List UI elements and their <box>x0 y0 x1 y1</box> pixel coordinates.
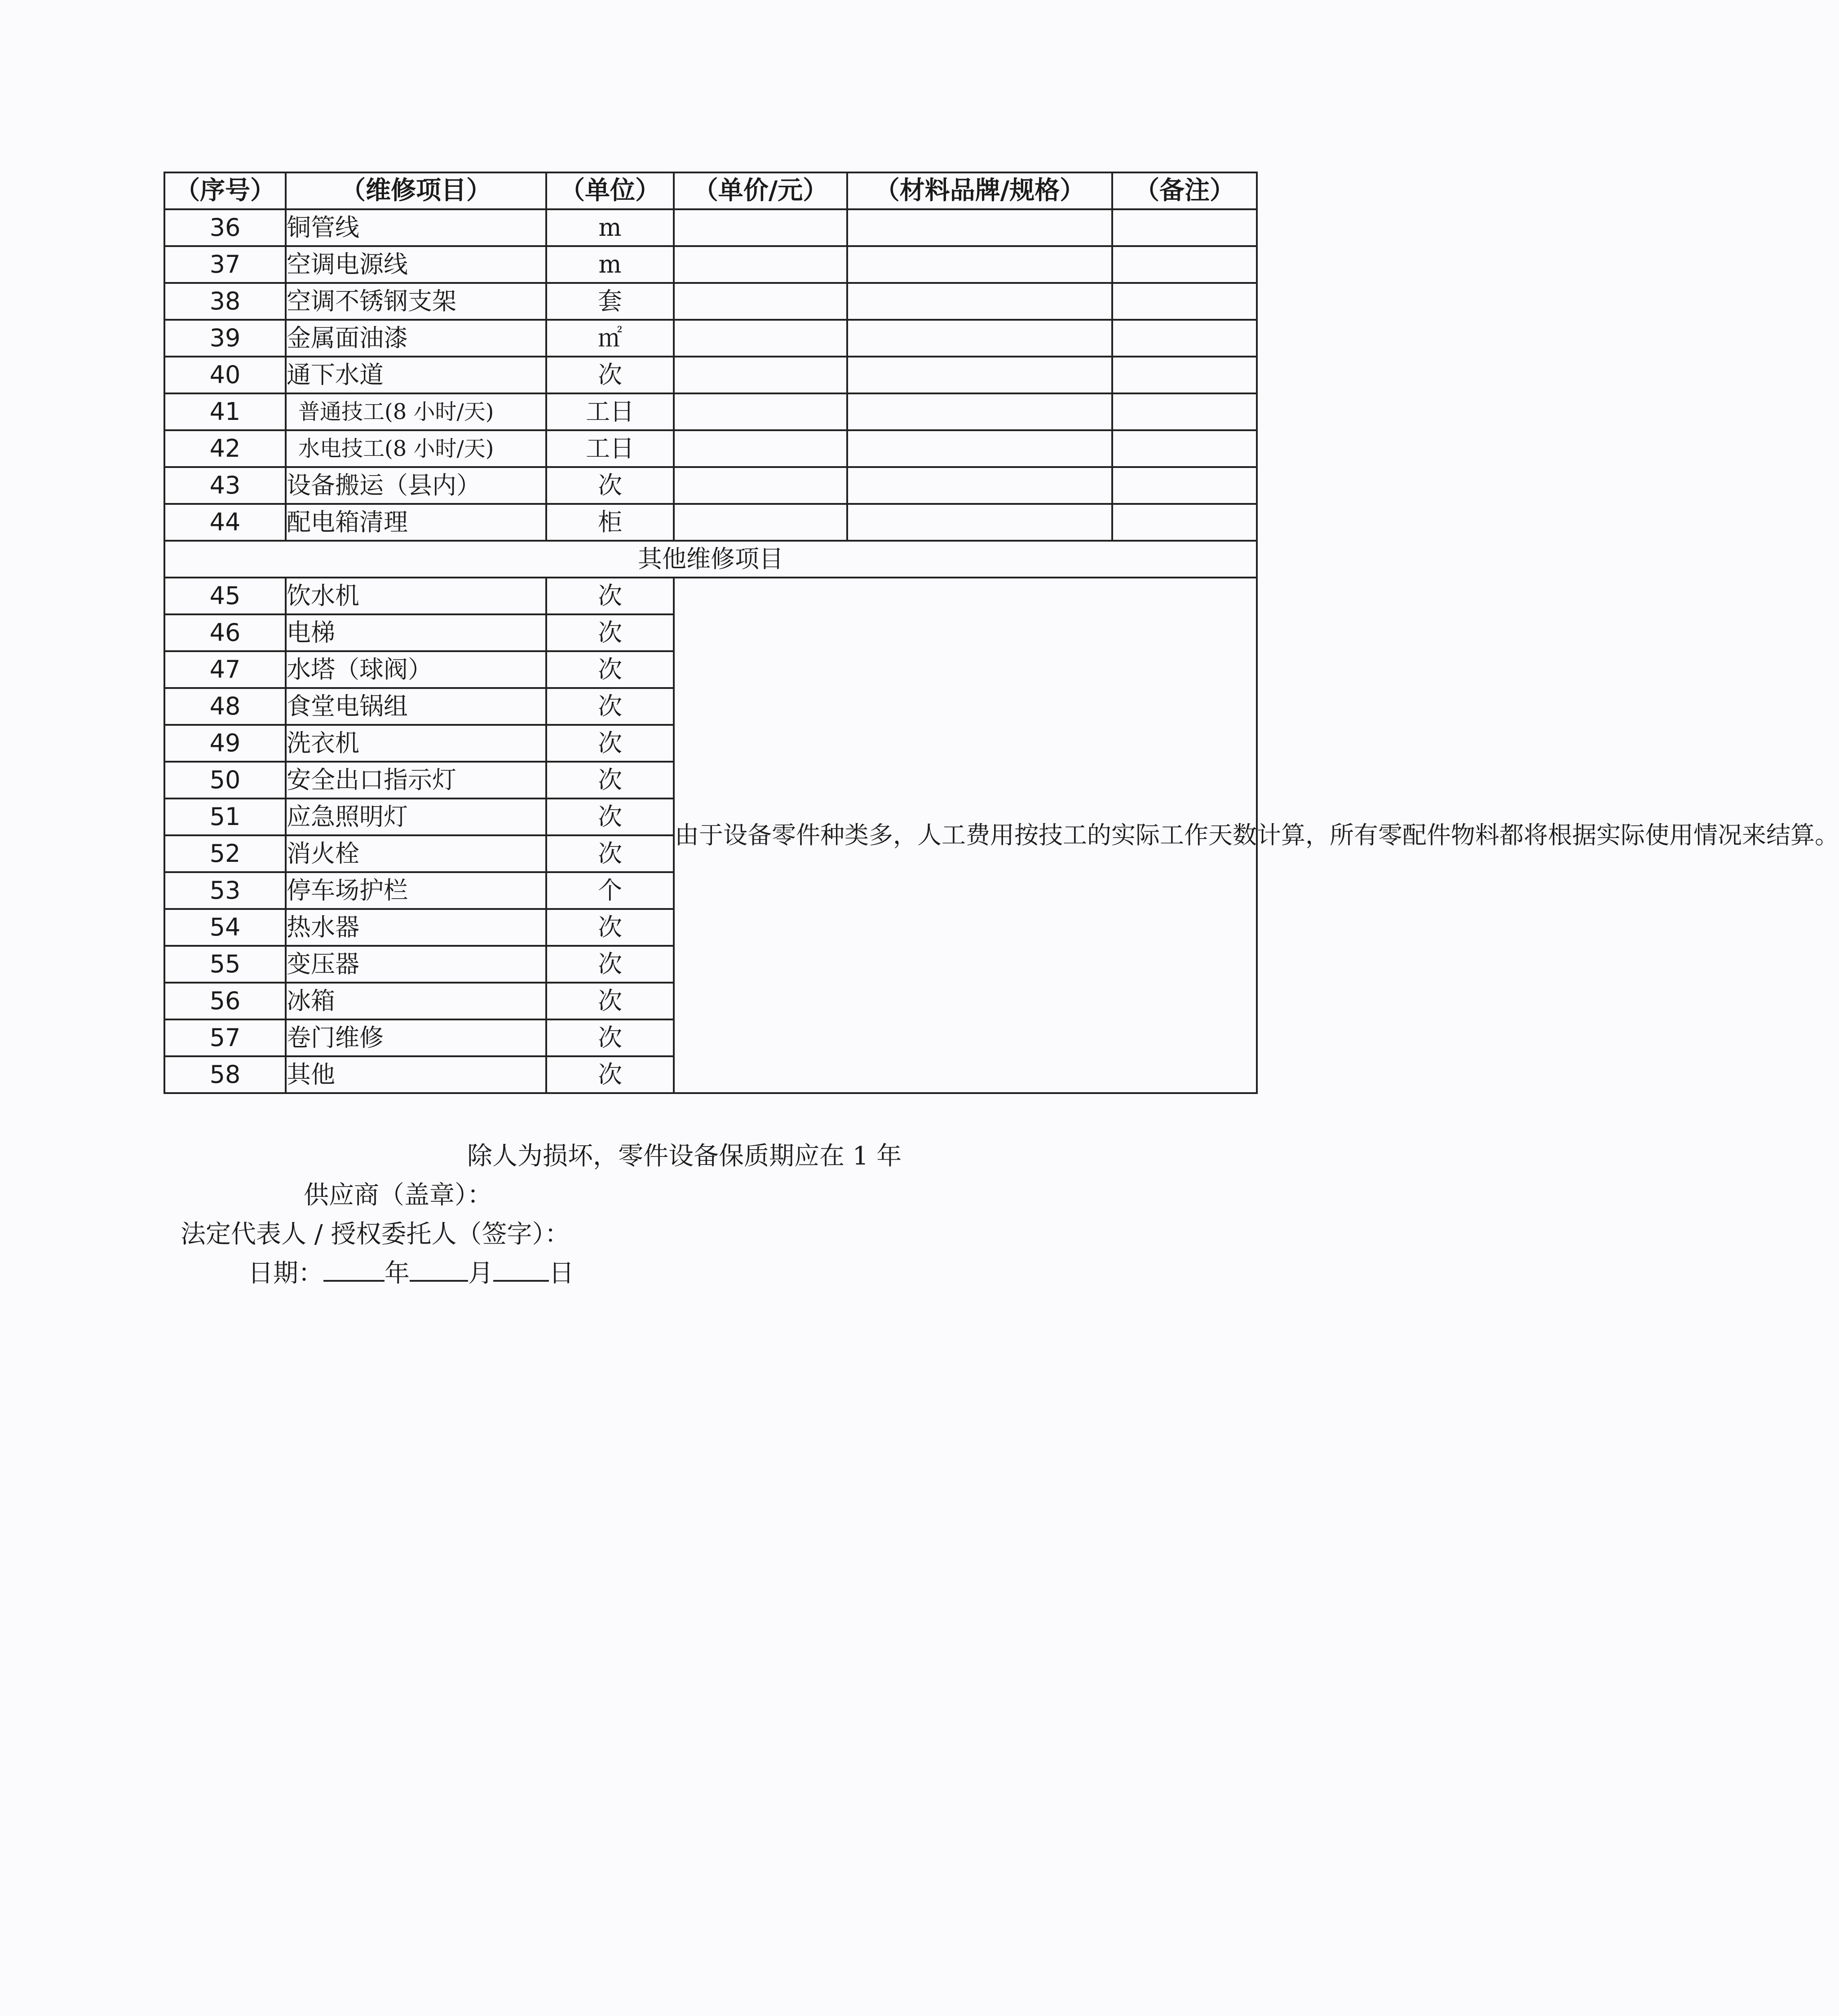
remarks-cell <box>1112 209 1257 246</box>
serial-number-cell: 38 <box>164 283 286 320</box>
repair-item-cell: 其他 <box>286 1056 546 1093</box>
unit-price-cell <box>674 504 847 541</box>
unit-cell: m <box>546 246 674 283</box>
unit-cell: 次 <box>546 1019 674 1056</box>
material-brand-cell <box>847 430 1112 467</box>
remarks-cell <box>1112 283 1257 320</box>
material-brand-cell <box>847 246 1112 283</box>
repair-item-cell: 安全出口指示灯 <box>286 762 546 798</box>
repair-item-cell: 卷门维修 <box>286 1019 546 1056</box>
repair-item-cell: 配电箱清理 <box>286 504 546 541</box>
unit-price-cell <box>674 209 847 246</box>
repair-item-cell: 饮水机 <box>286 578 546 614</box>
repair-item-cell: 铜管线 <box>286 209 546 246</box>
repair-item-cell: 消火栓 <box>286 835 546 872</box>
serial-number-cell: 39 <box>164 320 286 357</box>
date-label: 日期： <box>248 1259 323 1288</box>
unit-cell: 次 <box>546 798 674 835</box>
repair-item-cell: 热水器 <box>286 909 546 946</box>
remarks-cell <box>1112 467 1257 504</box>
repair-item-cell: 停车场护栏 <box>286 872 546 909</box>
table-row <box>164 357 1257 393</box>
serial-number-cell: 44 <box>164 504 286 541</box>
unit-cell: 次 <box>546 651 674 688</box>
table-row <box>164 209 1257 246</box>
table-row <box>164 283 1257 320</box>
serial-number-cell: 40 <box>164 357 286 393</box>
unit-cell: 次 <box>546 467 674 504</box>
unit-cell: 次 <box>546 614 674 651</box>
serial-number-cell: 37 <box>164 246 286 283</box>
serial-number-cell: 54 <box>164 909 286 946</box>
serial-number-cell: 41 <box>164 393 286 430</box>
table-row <box>164 320 1257 357</box>
repair-item-cell: 空调不锈钢支架 <box>286 283 546 320</box>
warranty-statement: 除人为损坏，零件设备保质期应在 1 年 <box>467 1142 902 1171</box>
serial-number-cell: 49 <box>164 725 286 762</box>
unit-cell: 次 <box>546 909 674 946</box>
header-unit: （单位） <box>546 172 674 209</box>
material-brand-cell <box>847 320 1112 357</box>
header-remarks: （备注） <box>1112 172 1257 209</box>
serial-number-cell: 46 <box>164 614 286 651</box>
serial-number-cell: 53 <box>164 872 286 909</box>
unit-cell: 次 <box>546 357 674 393</box>
header-serial-number: （序号） <box>164 172 286 209</box>
repair-item-cell: 水塔（球阀） <box>286 651 546 688</box>
remarks-cell <box>1112 430 1257 467</box>
remarks-cell <box>1112 320 1257 357</box>
unit-cell: 次 <box>546 1056 674 1093</box>
day-blank[interactable] <box>493 1257 549 1282</box>
unit-cell: 次 <box>546 946 674 983</box>
supplier-seal-label: 供应商（盖章）： <box>304 1181 492 1210</box>
unit-cell: 工日 <box>546 430 674 467</box>
unit-cell: 个 <box>546 872 674 909</box>
remarks-cell <box>1112 393 1257 430</box>
repair-item-cell: 通下水道 <box>286 357 546 393</box>
material-brand-cell <box>847 357 1112 393</box>
repair-item-cell: 洗衣机 <box>286 725 546 762</box>
serial-number-cell: 58 <box>164 1056 286 1093</box>
unit-price-cell <box>674 320 847 357</box>
unit-price-cell <box>674 393 847 430</box>
repair-item-cell: 应急照明灯 <box>286 798 546 835</box>
section-title-other-repairs: 其他维修项目 <box>164 541 1257 578</box>
header-unit-price: （单价/元） <box>674 172 847 209</box>
serial-number-cell: 56 <box>164 983 286 1019</box>
representative-signature-label: 法定代表人 / 授权委托人（签字）： <box>181 1220 570 1249</box>
unit-cell: m <box>546 209 674 246</box>
serial-number-cell: 52 <box>164 835 286 872</box>
section-row <box>164 541 1257 578</box>
repair-item-cell: 设备搬运（县内） <box>286 467 546 504</box>
table-row <box>164 504 1257 541</box>
month-label: 月 <box>468 1259 493 1288</box>
unit-cell: 次 <box>546 983 674 1019</box>
material-brand-cell <box>847 467 1112 504</box>
unit-cell: 套 <box>546 283 674 320</box>
serial-number-cell: 55 <box>164 946 286 983</box>
unit-cell: 工日 <box>546 393 674 430</box>
serial-number-cell: 45 <box>164 578 286 614</box>
unit-cell: 次 <box>546 688 674 725</box>
year-blank[interactable] <box>323 1257 385 1282</box>
unit-price-cell <box>674 430 847 467</box>
serial-number-cell: 51 <box>164 798 286 835</box>
table-row <box>164 393 1257 430</box>
unit-cell: 次 <box>546 762 674 798</box>
table-row <box>164 430 1257 467</box>
repair-item-cell: 普通技工(8 小时/天) <box>286 393 546 430</box>
repair-item-cell: 金属面油漆 <box>286 320 546 357</box>
unit-price-cell <box>674 357 847 393</box>
serial-number-cell: 42 <box>164 430 286 467</box>
header-material-brand: （材料品牌/规格） <box>847 172 1112 209</box>
unit-cell: 次 <box>546 725 674 762</box>
unit-cell: 柜 <box>546 504 674 541</box>
material-brand-cell <box>847 283 1112 320</box>
table-row <box>164 246 1257 283</box>
material-brand-cell <box>847 393 1112 430</box>
unit-cell: ㎡ <box>546 320 674 357</box>
unit-price-cell <box>674 467 847 504</box>
unit-cell: 次 <box>546 835 674 872</box>
material-brand-cell <box>847 209 1112 246</box>
remarks-cell <box>1112 504 1257 541</box>
pricing-note-cell: 由于设备零件种类多，人工费用按技工的实际工作天数计算，所有零配件物料都将根据实际使用情况来结算。 <box>674 578 1257 1093</box>
table-row <box>164 467 1257 504</box>
repair-item-cell: 变压器 <box>286 946 546 983</box>
repair-item-cell: 水电技工(8 小时/天) <box>286 430 546 467</box>
unit-price-cell <box>674 246 847 283</box>
repair-item-cell: 电梯 <box>286 614 546 651</box>
repair-item-cell: 空调电源线 <box>286 246 546 283</box>
maintenance-price-table <box>164 172 1839 1094</box>
serial-number-cell: 48 <box>164 688 286 725</box>
date-line <box>248 1253 574 1289</box>
serial-number-cell: 36 <box>164 209 286 246</box>
header-repair-item: （维修项目） <box>286 172 546 209</box>
remarks-cell <box>1112 246 1257 283</box>
material-brand-cell <box>847 504 1112 541</box>
month-blank[interactable] <box>410 1257 468 1282</box>
year-label: 年 <box>385 1259 410 1288</box>
repair-item-cell: 冰箱 <box>286 983 546 1019</box>
table-header-row <box>164 172 1257 209</box>
remarks-cell <box>1112 357 1257 393</box>
repair-item-cell: 食堂电锅组 <box>286 688 546 725</box>
unit-price-cell <box>674 283 847 320</box>
serial-number-cell: 50 <box>164 762 286 798</box>
serial-number-cell: 43 <box>164 467 286 504</box>
serial-number-cell: 57 <box>164 1019 286 1056</box>
table-row <box>164 578 1257 614</box>
serial-number-cell: 47 <box>164 651 286 688</box>
unit-cell: 次 <box>546 578 674 614</box>
day-label: 日 <box>549 1259 574 1288</box>
